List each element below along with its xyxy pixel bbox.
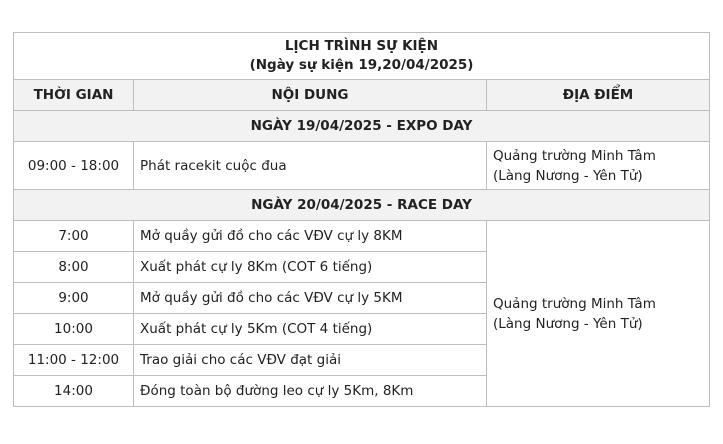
schedule-subtitle: (Ngày sự kiện 19,20/04/2025): [249, 57, 474, 73]
event-content: Mở quầy gửi đồ cho các VĐV cự ly 5KM: [134, 283, 487, 314]
title-row: [14, 33, 710, 80]
day-heading-row: [14, 111, 710, 142]
event-content: Phát racekit cuộc đua: [134, 142, 487, 190]
event-time: 14:00: [14, 376, 134, 407]
event-schedule-table: [13, 32, 710, 407]
event-content: Xuất phát cự ly 8Km (COT 6 tiếng): [134, 252, 487, 283]
location-detail: (Làng Nương - Yên Tử): [493, 167, 643, 184]
event-time: 09:00 - 18:00: [14, 142, 134, 190]
event-content: Xuất phát cự ly 5Km (COT 4 tiếng): [134, 314, 487, 345]
schedule-title: LỊCH TRÌNH SỰ KIỆN: [284, 38, 439, 54]
event-time: 8:00: [14, 252, 134, 283]
event-content: Trao giải cho các VĐV đạt giải: [134, 345, 487, 376]
event-time: 11:00 - 12:00: [14, 345, 134, 376]
event-location: [487, 142, 710, 190]
column-header-location: ĐỊA ĐIỂM: [487, 80, 710, 111]
day-heading-row: [14, 190, 710, 221]
column-header-time: THỜI GIAN: [14, 80, 134, 111]
location-detail: (Làng Nương - Yên Tử): [493, 315, 643, 332]
table-title: [14, 33, 710, 80]
day1-heading: NGÀY 19/04/2025 - EXPO DAY: [14, 111, 710, 142]
column-header-content: NỘI DUNG: [134, 80, 487, 111]
location-name: Quảng trường Minh Tâm: [493, 147, 656, 164]
event-time: 7:00: [14, 221, 134, 252]
table-row: [14, 142, 710, 190]
event-time: 10:00: [14, 314, 134, 345]
event-content: Mở quầy gửi đồ cho các VĐV cự ly 8KM: [134, 221, 487, 252]
event-time: 9:00: [14, 283, 134, 314]
day2-heading: NGÀY 20/04/2025 - RACE DAY: [14, 190, 710, 221]
event-content: Đóng toàn bộ đường leo cự ly 5Km, 8Km: [134, 376, 487, 407]
header-row: [14, 80, 710, 111]
table-row: [14, 221, 710, 252]
event-location: [487, 221, 710, 407]
location-name: Quảng trường Minh Tâm: [493, 295, 656, 312]
